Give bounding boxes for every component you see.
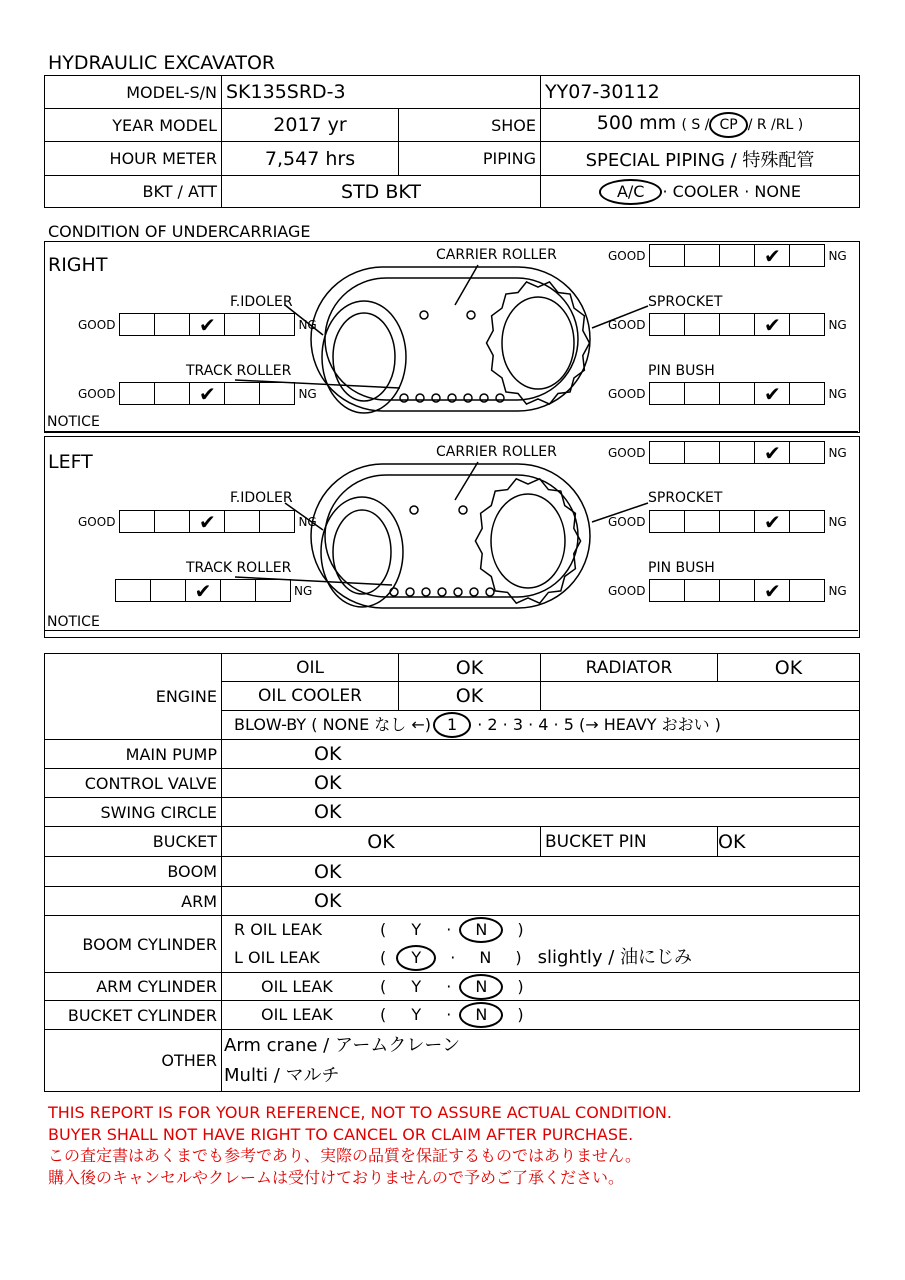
hour-value: 7,547 hrs: [222, 142, 399, 176]
rating-check-icon[interactable]: ✔: [754, 441, 790, 464]
year-label: YEAR MODEL: [45, 109, 222, 142]
rating-cell-4[interactable]: [224, 313, 260, 336]
rating-ng-label: NG: [828, 514, 847, 529]
rating-cell-3[interactable]: [719, 579, 755, 602]
rating-ng-label: NG: [828, 583, 847, 598]
right-label: RIGHT: [48, 254, 108, 276]
hour-label: HOUR METER: [45, 142, 222, 176]
radiator-label: RADIATOR: [541, 654, 718, 682]
right-carrier-rating: [608, 244, 847, 267]
rating-ng-label: NG: [828, 445, 847, 460]
rating-check-icon[interactable]: ✔: [754, 382, 790, 405]
rating-ng-label: NG: [298, 317, 317, 332]
bucket-pin-value: OK: [718, 827, 860, 857]
blowby-label: BLOW-BY ( NONE なし ←): [234, 715, 432, 734]
shoe-size: 500 mm: [596, 112, 677, 134]
rating-good-label: GOOD: [608, 248, 646, 263]
shoe-opts-close: / R /RL ): [747, 117, 804, 133]
rating-cell-1[interactable]: [649, 579, 685, 602]
other-item-2: Multi / マルチ: [224, 1064, 340, 1086]
bucket-cylinder-label: BUCKET CYLINDER: [45, 1001, 222, 1030]
boom-value: OK: [222, 857, 860, 887]
rating-ng-label: NG: [294, 583, 313, 598]
rating-cell-1[interactable]: [649, 382, 685, 405]
rating-check-icon[interactable]: ✔: [754, 510, 790, 533]
shoe-opts-open: ( S /: [681, 117, 710, 133]
left-sprocket-label: SPROCKET: [648, 490, 723, 506]
rating-cell-2[interactable]: [684, 382, 720, 405]
rating-cell-5[interactable]: [259, 510, 295, 533]
ac-selected: A/C: [599, 179, 663, 205]
rating-cell-2[interactable]: [684, 313, 720, 336]
control-valve-label: CONTROL VALVE: [45, 769, 222, 798]
rating-cell-2[interactable]: [684, 510, 720, 533]
rating-ng-label: NG: [828, 386, 847, 401]
rating-good-label: GOOD: [78, 386, 116, 401]
shoe-selected: CP: [709, 112, 747, 138]
rating-check-icon[interactable]: ✔: [754, 244, 790, 267]
rating-good-label: GOOD: [78, 514, 116, 529]
rating-cell-5[interactable]: [789, 313, 825, 336]
bkt-value: STD BKT: [222, 176, 541, 208]
piping-value: SPECIAL PIPING / 特殊配管: [541, 142, 860, 176]
boom-l-note: slightly / 油にじみ: [537, 947, 693, 968]
rating-cell-2[interactable]: [154, 382, 190, 405]
rating-cell-5[interactable]: [259, 313, 295, 336]
right-track-label: TRACK ROLLER: [186, 363, 292, 379]
right-sprocket-rating: [608, 313, 847, 336]
rating-cell-3[interactable]: [719, 510, 755, 533]
blowby-selected: 1: [433, 712, 471, 738]
bucket-cyl-selected: N: [459, 1002, 503, 1028]
main-pump-value: OK: [222, 740, 860, 769]
shoe-label: SHOE: [399, 109, 541, 142]
engine-label: ENGINE: [45, 654, 222, 740]
year-value: 2017 yr: [222, 109, 399, 142]
rating-cell-5[interactable]: [789, 244, 825, 267]
rating-check-icon[interactable]: ✔: [189, 510, 225, 533]
rating-cell-5[interactable]: [789, 510, 825, 533]
left-pin-label: PIN BUSH: [648, 560, 715, 576]
rating-good-label: GOOD: [608, 317, 646, 332]
rating-cell-3[interactable]: [719, 382, 755, 405]
arm-cylinder-label: ARM CYLINDER: [45, 973, 222, 1001]
undercarriage-heading: CONDITION OF UNDERCARRIAGE: [48, 222, 311, 241]
left-carrier-label: CARRIER ROLLER: [436, 444, 557, 460]
rating-check-icon[interactable]: ✔: [189, 313, 225, 336]
disclaimer-line-1: THIS REPORT IS FOR YOUR REFERENCE, NOT TO ASSURE ACTUAL CONDITION.: [48, 1103, 672, 1122]
bucket-value: OK: [222, 827, 541, 857]
rating-good-label: GOOD: [78, 317, 116, 332]
boom-cylinder-value: [222, 916, 860, 973]
boom-r-leak: R OIL LEAK ( Y · N ): [234, 916, 855, 944]
rating-ng-label: NG: [828, 317, 847, 332]
other-label: OTHER: [45, 1030, 222, 1092]
swing-circle-value: OK: [222, 798, 860, 827]
main-pump-label: MAIN PUMP: [45, 740, 222, 769]
rating-cell-2[interactable]: [684, 579, 720, 602]
left-pin-rating: [608, 579, 847, 602]
rating-cell-4[interactable]: [220, 579, 256, 602]
rating-check-icon[interactable]: ✔: [189, 382, 225, 405]
right-notice: NOTICE: [47, 414, 100, 430]
rating-cell-3[interactable]: [719, 441, 755, 464]
left-notice: NOTICE: [47, 614, 100, 630]
model-label: MODEL-S/N: [45, 76, 222, 109]
blowby-row: [222, 711, 860, 740]
rating-ng-label: NG: [828, 248, 847, 263]
oil-label: OIL: [222, 654, 399, 682]
rating-cell-2[interactable]: [684, 244, 720, 267]
other-value: [222, 1030, 860, 1092]
inspection-table: [44, 653, 860, 1092]
rating-cell-5[interactable]: [255, 579, 291, 602]
boom-l-selected: Y: [396, 945, 436, 971]
bucket-cylinder-value: OIL LEAK ( Y · N ): [222, 1001, 860, 1030]
rating-cell-2[interactable]: [684, 441, 720, 464]
other-item-1: Arm crane / アームクレーン: [224, 1034, 461, 1056]
arm-cyl-selected: N: [459, 974, 503, 1000]
bkt-label: BKT / ATT: [45, 176, 222, 208]
rating-cell-1[interactable]: [649, 244, 685, 267]
blowby-rest: · 2 · 3 · 4 · 5 (→ HEAVY おおい ): [477, 715, 721, 734]
rating-cell-1[interactable]: [649, 441, 685, 464]
disclaimer-line-3: この査定書はあくまでも参考であり、実際の品質を保証するものではありません。: [48, 1146, 641, 1165]
rating-good-label: GOOD: [608, 386, 646, 401]
left-label: LEFT: [48, 451, 93, 473]
right-pin-label: PIN BUSH: [648, 363, 715, 379]
control-valve-value: OK: [222, 769, 860, 798]
disclaimer: [48, 1102, 672, 1188]
rating-cell-2[interactable]: [150, 579, 186, 602]
rating-cell-1[interactable]: [119, 313, 155, 336]
rating-cell-4[interactable]: [224, 382, 260, 405]
rating-cell-5[interactable]: [789, 579, 825, 602]
disclaimer-line-2: BUYER SHALL NOT HAVE RIGHT TO CANCEL OR CLAIM AFTER PURCHASE.: [48, 1124, 634, 1144]
left-idler-rating: [78, 510, 317, 533]
rating-good-label: GOOD: [608, 514, 646, 529]
boom-r-selected: N: [459, 917, 503, 943]
rating-ng-label: NG: [298, 514, 317, 529]
rating-cell-1[interactable]: [649, 313, 685, 336]
right-sprocket-label: SPROCKET: [648, 294, 723, 310]
radiator-value: OK: [718, 654, 860, 682]
model-value: SK135SRD-3: [222, 76, 541, 109]
arm-cylinder-value: OIL LEAK ( Y · N ): [222, 973, 860, 1001]
serial-value: YY07-30112: [541, 76, 860, 109]
disclaimer-line-4: 購入後のキャンセルやクレームは受付けておりませんので予めご了承ください。: [48, 1167, 625, 1187]
rating-good-label: GOOD: [608, 445, 646, 460]
rating-check-icon[interactable]: ✔: [754, 579, 790, 602]
ac-rest: · COOLER · NONE: [662, 181, 802, 201]
right-idler-rating: [78, 313, 317, 336]
left-track-label: TRACK ROLLER: [186, 560, 292, 576]
rating-cell-5[interactable]: [259, 382, 295, 405]
rating-cell-3[interactable]: [719, 244, 755, 267]
left-carrier-rating: [608, 441, 847, 464]
rating-cell-5[interactable]: [789, 441, 825, 464]
rating-cell-4[interactable]: [224, 510, 260, 533]
rating-cell-3[interactable]: [719, 313, 755, 336]
bucket-label: BUCKET: [45, 827, 222, 857]
arm-label: ARM: [45, 887, 222, 916]
bucket-pin-label: BUCKET PIN: [541, 827, 718, 857]
right-idler-label: F.IDOLER: [230, 294, 293, 310]
rating-check-icon[interactable]: ✔: [185, 579, 221, 602]
rating-cell-1[interactable]: [119, 510, 155, 533]
right-carrier-label: CARRIER ROLLER: [436, 247, 557, 263]
rating-cell-1[interactable]: [649, 510, 685, 533]
rating-cell-1[interactable]: [115, 579, 151, 602]
left-idler-label: F.IDOLER: [230, 490, 293, 506]
oil-value: OK: [399, 654, 541, 682]
arm-value: OK: [222, 887, 860, 916]
rating-ng-label: NG: [298, 386, 317, 401]
rating-cell-5[interactable]: [789, 382, 825, 405]
right-pin-rating: [608, 382, 847, 405]
rating-check-icon[interactable]: ✔: [754, 313, 790, 336]
rating-cell-1[interactable]: [119, 382, 155, 405]
swing-circle-label: SWING CIRCLE: [45, 798, 222, 827]
oil-cooler-value: OK: [399, 682, 541, 711]
left-sprocket-rating: [608, 510, 847, 533]
piping-label: PIPING: [399, 142, 541, 176]
document-title: HYDRAULIC EXCAVATOR: [48, 52, 276, 74]
rating-cell-2[interactable]: [154, 510, 190, 533]
oil-cooler-label: OIL COOLER: [222, 682, 399, 711]
boom-cylinder-label: BOOM CYLINDER: [45, 916, 222, 973]
boom-label: BOOM: [45, 857, 222, 887]
left-track-rating: [78, 579, 312, 602]
rating-good-label: GOOD: [608, 583, 646, 598]
right-track-rating: [78, 382, 317, 405]
boom-l-leak: L OIL LEAK ( Y · N ) slightly / 油にじみ: [234, 944, 855, 972]
rating-cell-2[interactable]: [154, 313, 190, 336]
